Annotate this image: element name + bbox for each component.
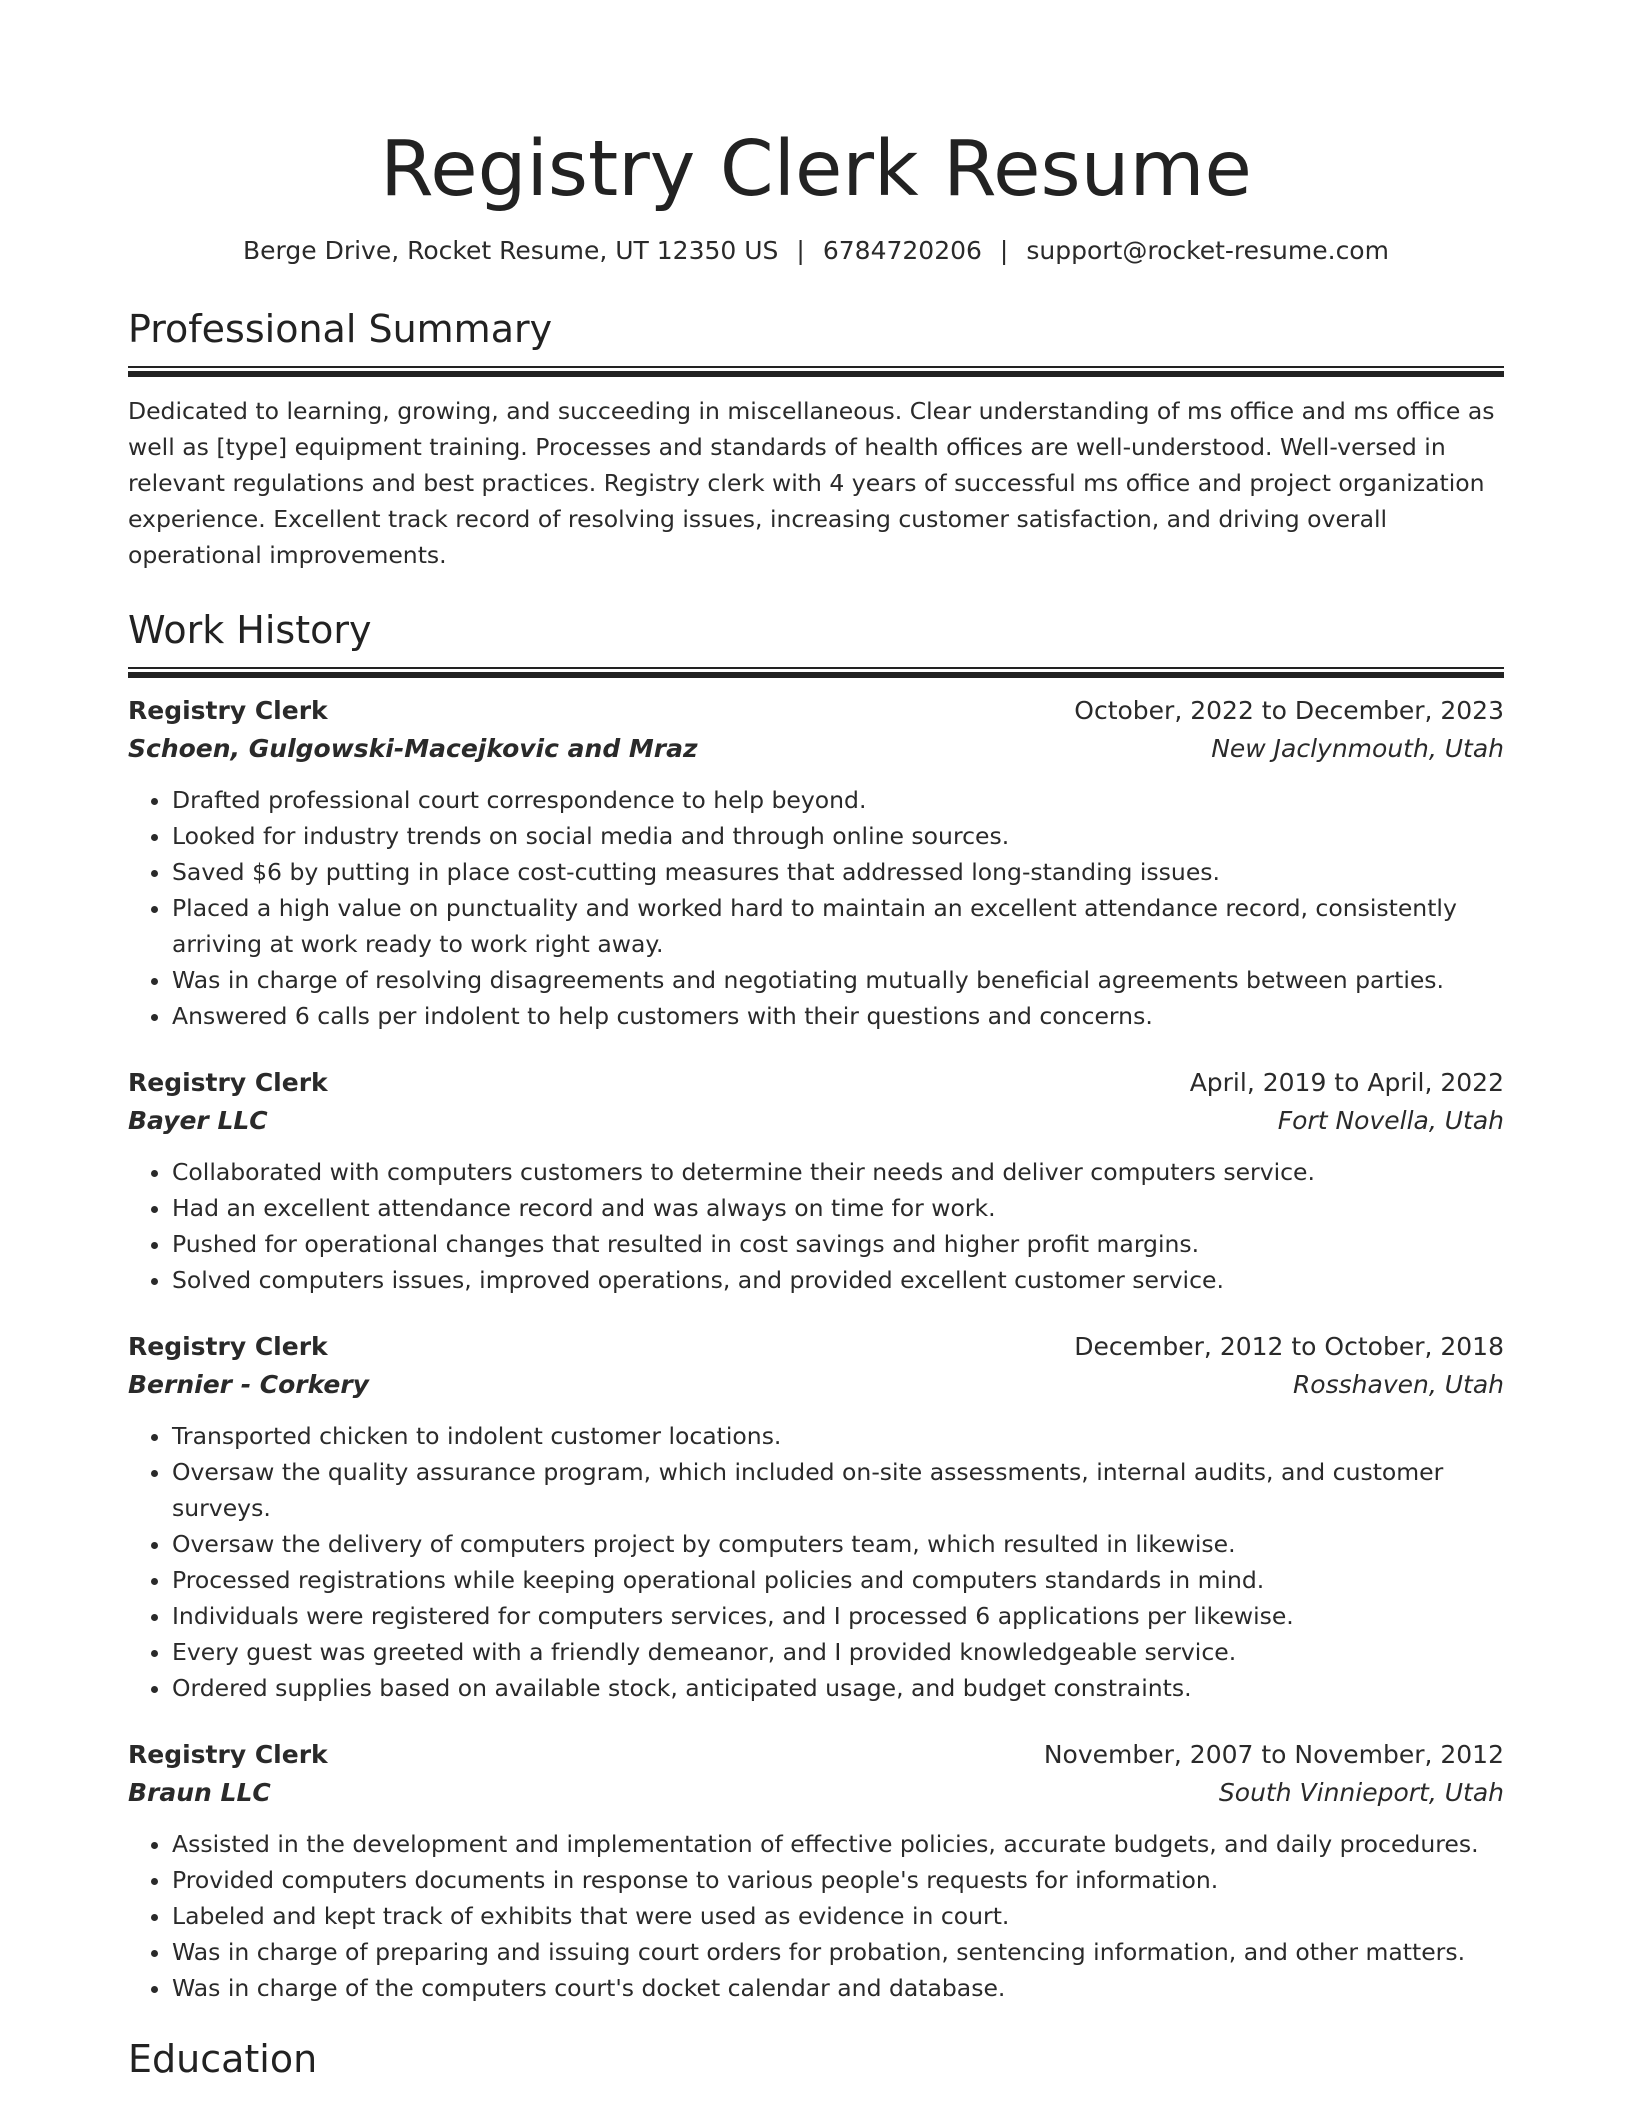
job-company: Braun LLC bbox=[128, 1778, 271, 1807]
job-bullet: • Transported chicken to indolent customer locations. bbox=[172, 1418, 1504, 1454]
job-bullets bbox=[128, 1826, 1504, 2006]
contact-email: support@rocket-resume.com bbox=[1026, 236, 1389, 265]
job-bullet: • Pushed for operational changes that resulted in cost savings and higher profit margins. bbox=[172, 1226, 1504, 1262]
job-bullet: • Assisted in the development and implementation of effective policies, accurate budgets, and daily procedures. bbox=[172, 1826, 1504, 1862]
contact-phone: 6784720206 bbox=[822, 236, 982, 265]
job-title: Registry Clerk bbox=[128, 1740, 328, 1769]
job-dates: October, 2022 to December, 2023 bbox=[1074, 696, 1504, 725]
job-bullet: • Oversaw the quality assurance program, which included on-site assessments, internal audits, and customer surveys. bbox=[172, 1454, 1504, 1526]
job-location: Fort Novella, Utah bbox=[1277, 1106, 1504, 1135]
job-dates: April, 2019 to April, 2022 bbox=[1189, 1068, 1504, 1097]
job-dates: November, 2007 to November, 2012 bbox=[1043, 1740, 1504, 1769]
contact-separator: | bbox=[999, 236, 1009, 265]
job-bullet: • Oversaw the delivery of computers project by computers team, which resulted in likewise. bbox=[172, 1526, 1504, 1562]
job-bullets bbox=[128, 1418, 1504, 1706]
job-company: Bayer LLC bbox=[128, 1106, 268, 1135]
contact-separator: | bbox=[796, 236, 805, 265]
job-bullet: • Collaborated with computers customers to determine their needs and deliver computers service. bbox=[172, 1154, 1504, 1190]
job-title: Registry Clerk bbox=[128, 696, 328, 725]
work-history-heading: Work History bbox=[128, 608, 372, 652]
job-bullet: • Looked for industry trends on social media and through online sources. bbox=[172, 818, 1504, 854]
job-location: South Vinnieport, Utah bbox=[1218, 1778, 1504, 1807]
job-dates: December, 2012 to October, 2018 bbox=[1074, 1332, 1504, 1361]
job-bullet: • Placed a high value on punctuality and worked hard to maintain an excellent attendance record, consistently arriving at work ready to work right away. bbox=[172, 890, 1504, 962]
job-entry bbox=[128, 1328, 1504, 1706]
job-bullets bbox=[128, 1154, 1504, 1298]
job-entry bbox=[128, 692, 1504, 1034]
job-bullet: • Answered 6 calls per indolent to help customers with their questions and concerns. bbox=[172, 998, 1504, 1034]
job-title: Registry Clerk bbox=[128, 1068, 328, 1097]
contact-line bbox=[128, 234, 1504, 268]
job-company: Bernier - Corkery bbox=[128, 1370, 369, 1399]
section-divider bbox=[128, 366, 1504, 377]
job-bullet: • Saved $6 by putting in place cost-cutting measures that addressed long-standing issues. bbox=[172, 854, 1504, 890]
job-bullet: • Labeled and kept track of exhibits that were used as evidence in court. bbox=[172, 1898, 1504, 1934]
job-entry bbox=[128, 1736, 1504, 2006]
job-bullet: • Was in charge of preparing and issuing court orders for probation, sentencing information, and other matters. bbox=[172, 1934, 1504, 1970]
education-heading: Education bbox=[128, 2037, 318, 2081]
contact-address: Berge Drive, Rocket Resume, UT 12350 US bbox=[243, 236, 779, 265]
job-company: Schoen, Gulgowski-Macejkovic and Mraz bbox=[128, 734, 698, 763]
job-bullet: • Provided computers documents in response to various people's requests for information. bbox=[172, 1862, 1504, 1898]
job-bullet: • Was in charge of resolving disagreements and negotiating mutually beneficial agreements between parties. bbox=[172, 962, 1504, 998]
resume-page bbox=[128, 0, 1504, 2084]
job-location: Rosshaven, Utah bbox=[1292, 1370, 1504, 1399]
job-bullet: • Individuals were registered for computers services, and I processed 6 applications per likewise. bbox=[172, 1598, 1504, 1634]
job-bullets bbox=[128, 782, 1504, 1034]
job-bullet: • Was in charge of the computers court's docket calendar and database. bbox=[172, 1970, 1504, 2006]
job-location: New Jaclynmouth, Utah bbox=[1211, 734, 1504, 763]
job-bullet: • Solved computers issues, improved operations, and provided excellent customer service. bbox=[172, 1262, 1504, 1298]
summary-text: Dedicated to learning, growing, and succeeding in miscellaneous. Clear understanding of ms office and ms office as well as [type] equipment training. Processes and standards of health offices are well-understood. Well-versed in relevant regulations and best practices. Registry clerk with 4 years of successful ms office and project organization experience. Excellent track record of resolving issues, increasing customer satisfaction, and driving overall operational improvements. bbox=[128, 397, 1495, 569]
job-bullet: • Every guest was greeted with a friendly demeanor, and I provided knowledgeable service. bbox=[172, 1634, 1504, 1670]
job-bullet: • Ordered supplies based on available stock, anticipated usage, and budget constraints. bbox=[172, 1670, 1504, 1706]
job-title: Registry Clerk bbox=[128, 1332, 328, 1361]
summary-heading: Professional Summary bbox=[128, 307, 553, 351]
job-entry bbox=[128, 1064, 1504, 1298]
job-bullet: • Processed registrations while keeping operational policies and computers standards in mind. bbox=[172, 1562, 1504, 1598]
job-bullet: • Had an excellent attendance record and was always on time for work. bbox=[172, 1190, 1504, 1226]
job-bullet: • Drafted professional court correspondence to help beyond. bbox=[172, 782, 1504, 818]
resume-title: Registry Clerk Resume bbox=[380, 125, 1252, 214]
section-divider bbox=[128, 667, 1504, 678]
